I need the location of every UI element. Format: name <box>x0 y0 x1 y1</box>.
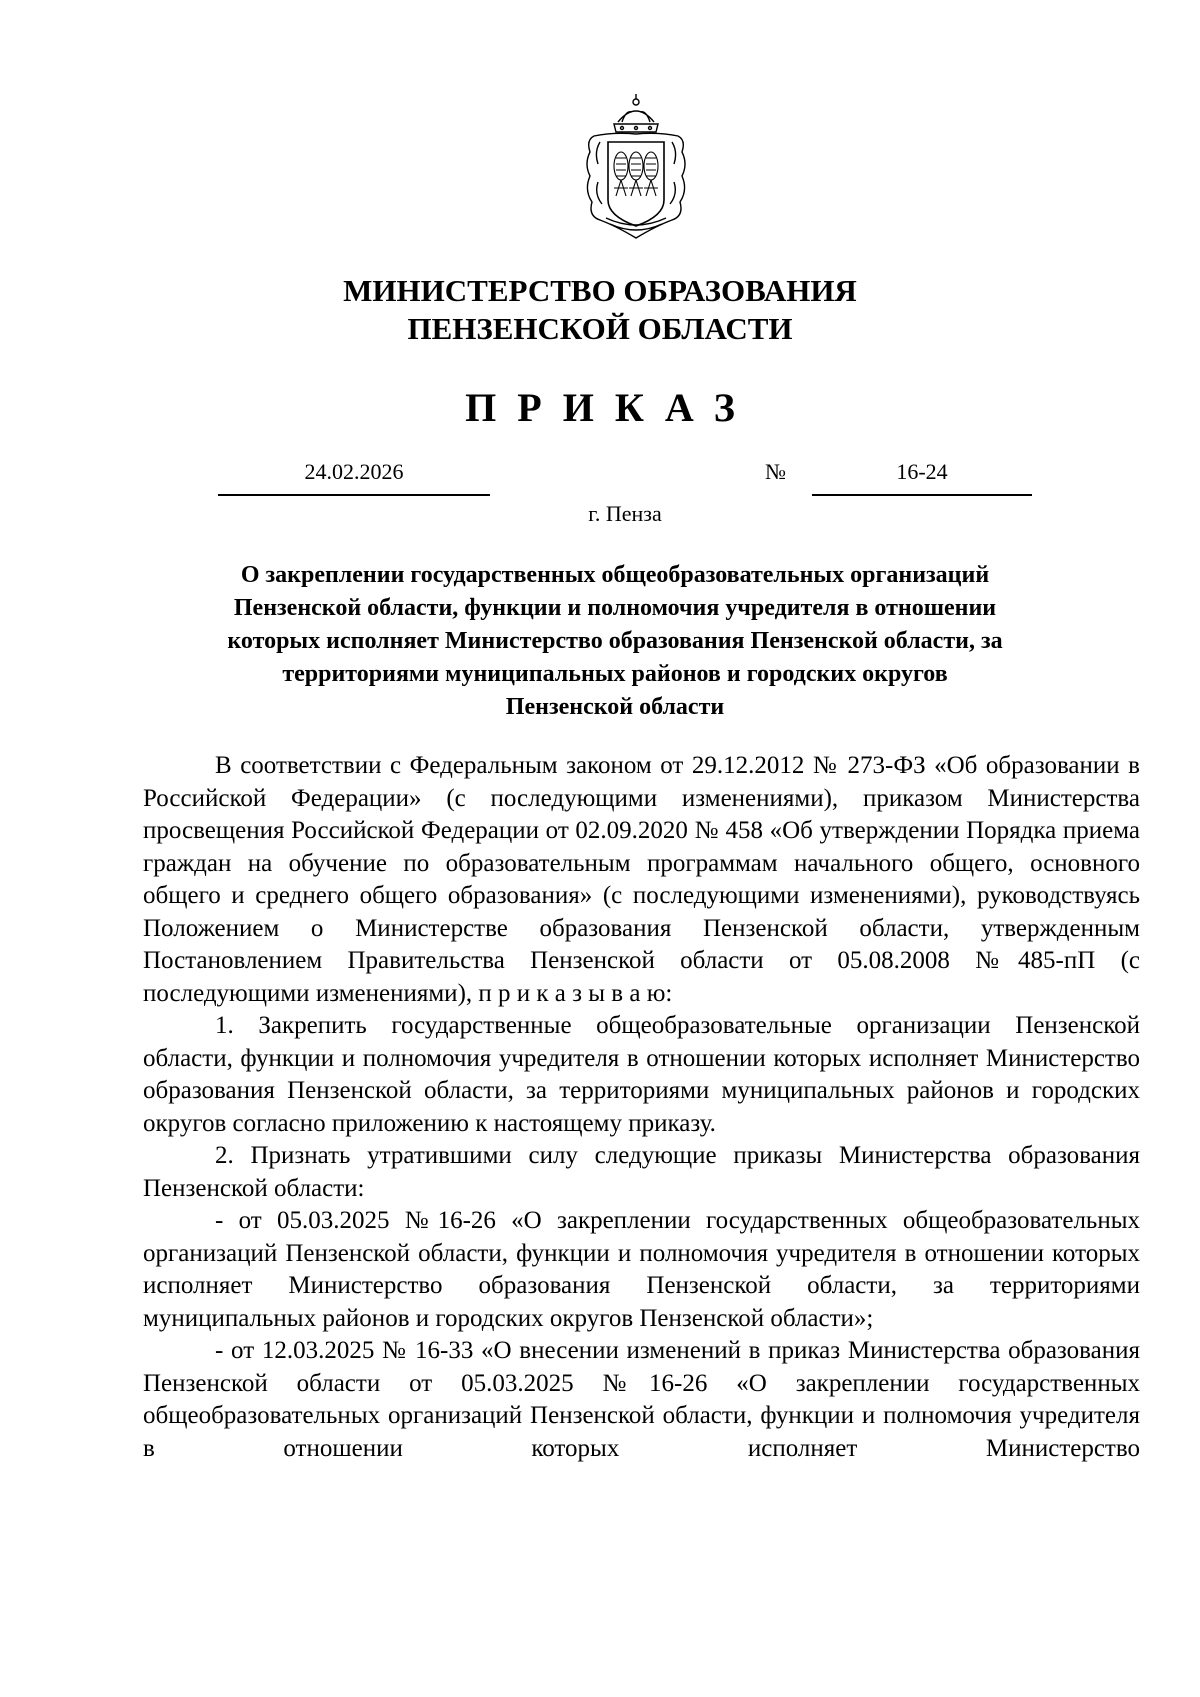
ministry-name-line1: МИНИСТЕРСТВО ОБРАЗОВАНИЯ <box>343 273 857 308</box>
order-heading <box>190 559 1040 724</box>
order-date: 24.02.2026 <box>304 459 404 484</box>
number-underline <box>812 494 1032 496</box>
document-type-title: ПРИКАЗ <box>465 385 756 430</box>
order-number: 16-24 <box>896 459 948 484</box>
repealed-order-2: - от 12.03.2025 № 16-33 «О внесении изменений в приказ Министерства образования Пензенской области от 05.03.2025 №16-26 «О закреплении государственных общеобразовательных организаций Пензенской области, функции и полномочия учредителя в отношении которых исполняет Министерство <box>143 1337 1140 1462</box>
item-2-paragraph: 2. Признать утратившими силу следующие приказы Министерства образования Пензенской области: <box>143 1142 1140 1202</box>
date-underline <box>218 494 490 496</box>
heading-line: О закреплении государственных общеобразовательных организаций <box>240 562 990 588</box>
heading-line: которых исполняет Министерство образования Пензенской области, за <box>227 628 1003 654</box>
heading-line: территориями муниципальных районов и городских округов <box>282 661 948 687</box>
order-body <box>143 750 1140 1465</box>
heading-line: Пензенской области <box>505 694 725 720</box>
item-1-paragraph: 1. Закрепить государственные общеобразовательные организации Пензенской области, функции и полномочия учредителя в отношении которых исполняет Министерство образования Пензенской области, за территориями муниципальных районов и городских округов согласно приложению к настоящему приказу. <box>143 1012 1140 1137</box>
preamble-paragraph: В соответствии с Федеральным законом от 29.12.2012 № 273-ФЗ «Об образовании в Российской Федерации» (с последующими изменениями), приказом Министерства просвещения Российской Федерации от 02.09.2020 № 458 «Об утверждении Порядка приема граждан на обучение по образовательным программам начального общего, основного общего и среднего общего образования» (с последующими изменениями), руководствуясь Положением о Министерстве образования Пензенской области, утвержденным Постановлением Правительства Пензенской области от 05.08.2008 №485-пП (с последующими изменениями), п р и к а з ы в а ю: <box>143 752 1140 1007</box>
repealed-order-1: - от 05.03.2025 №16-26 «О закреплении государственных общеобразовательных организаций Пензенской области, функции и полномочия учредителя в отношении которых исполняет Министерство образования Пензенской области, за территориями муниципальных районов и городских округов Пензенской области»; <box>143 1207 1140 1332</box>
number-sign: № <box>765 459 786 484</box>
city-label: г. Пенза <box>588 501 662 526</box>
coat-of-arms-icon <box>576 92 696 242</box>
ministry-name-line2: ПЕНЗЕНСКОЙ ОБЛАСТИ <box>407 311 793 346</box>
heading-line: Пензенской области, функции и полномочия учредителя в отношении <box>233 595 997 621</box>
